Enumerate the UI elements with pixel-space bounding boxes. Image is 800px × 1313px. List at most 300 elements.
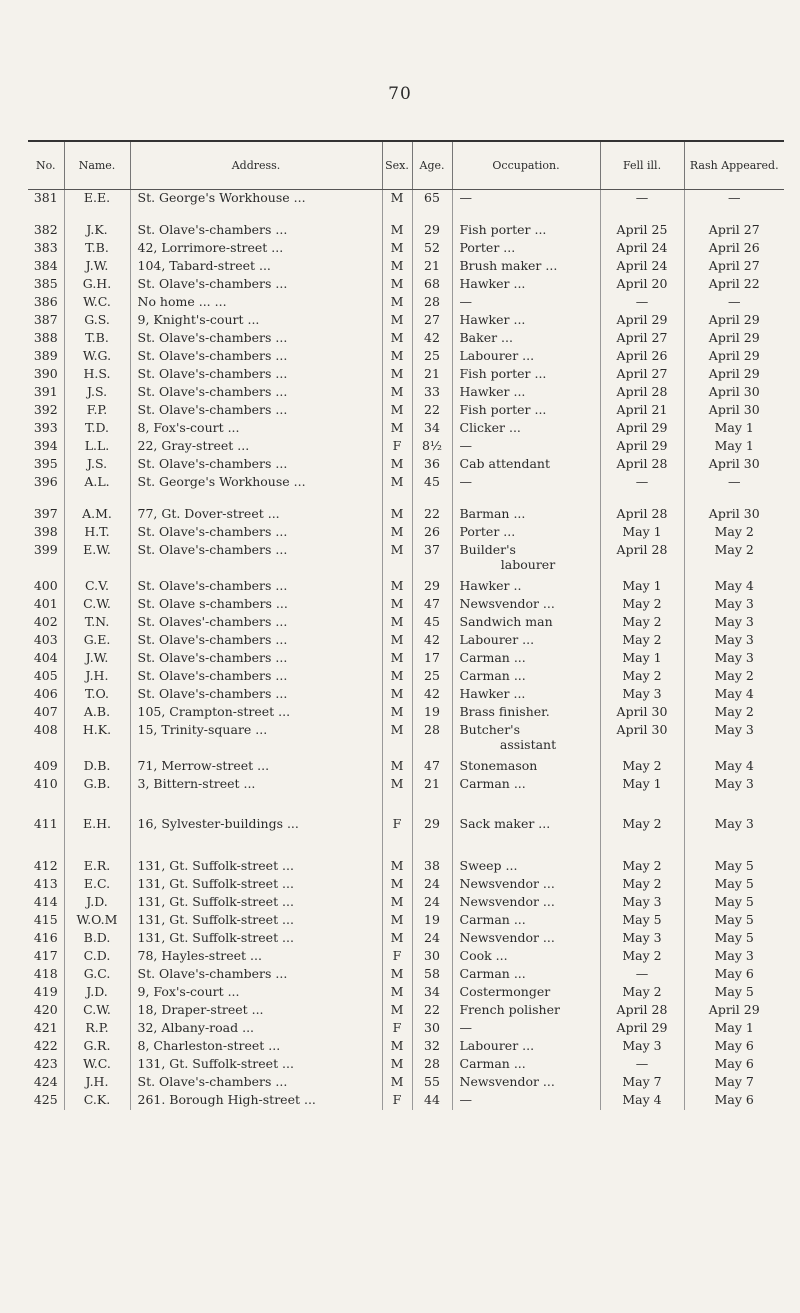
case-rash-appeared: May 3 (684, 816, 784, 858)
case-name: A.B. (64, 704, 130, 722)
case-occupation (452, 276, 600, 294)
table-row (28, 1092, 784, 1110)
case-sex: M (382, 876, 412, 894)
case-sex: M (382, 190, 412, 222)
case-address: 22, Gray-street ... (130, 438, 382, 456)
case-occupation (452, 1074, 600, 1092)
case-number: 415 (33, 912, 58, 927)
case-number: 403 (33, 632, 58, 647)
occupation-line: Stonemason (459, 758, 538, 773)
case-occupation (452, 420, 600, 438)
case-fell-ill: April 27 (600, 330, 684, 348)
case-occupation (452, 402, 600, 420)
case-number: 385 (33, 276, 58, 291)
case-sex: F (382, 438, 412, 456)
case-sex: M (382, 420, 412, 438)
case-name: J.D. (64, 984, 130, 1002)
case-rash-appeared: April 27 (684, 258, 784, 276)
case-sex: M (382, 384, 412, 402)
case-address: 8, Fox's-court ... (130, 420, 382, 438)
case-fell-ill: April 25 (600, 222, 684, 240)
case-age: 27 (412, 312, 452, 330)
table-row (28, 1020, 784, 1038)
case-rash-appeared: April 30 (684, 384, 784, 402)
case-address: St. Olave's-chambers ... (130, 524, 382, 542)
case-address: St. Olave's-chambers ... (130, 276, 382, 294)
case-address: St. Olave's-chambers ... (130, 222, 382, 240)
case-name: E.E. (64, 190, 130, 222)
table-row (28, 758, 784, 776)
case-address: St. Olave's-chambers ... (130, 330, 382, 348)
case-address: St. Olave s-chambers ... (130, 596, 382, 614)
case-age: 21 (412, 366, 452, 384)
case-address: St. Olave's-chambers ... (130, 456, 382, 474)
case-table-container (28, 140, 784, 1110)
case-sex: M (382, 966, 412, 984)
case-fell-ill: May 2 (600, 596, 684, 614)
case-number: 422 (33, 1038, 58, 1053)
case-name: T.N. (64, 614, 130, 632)
table-row (28, 420, 784, 438)
case-occupation (452, 578, 600, 596)
table-row (28, 240, 784, 258)
case-rash-appeared: May 5 (684, 912, 784, 930)
table-header-row (28, 142, 784, 189)
case-occupation (452, 722, 600, 758)
case-rash-appeared: May 2 (684, 542, 784, 578)
case-rash-appeared: May 6 (684, 1038, 784, 1056)
case-name: E.W. (64, 542, 130, 578)
case-occupation (452, 312, 600, 330)
occupation-line: Carman ... (459, 650, 526, 665)
case-age: 17 (412, 650, 452, 668)
case-number: 389 (33, 348, 58, 363)
case-fell-ill: May 2 (600, 858, 684, 876)
case-sex: M (382, 506, 412, 524)
case-sex: F (382, 816, 412, 858)
case-name: C.W. (64, 596, 130, 614)
occupation-line: Sweep ... (459, 858, 518, 873)
case-age: 45 (412, 474, 452, 506)
case-occupation (452, 966, 600, 984)
case-address: 131, Gt. Suffolk-street ... (130, 876, 382, 894)
case-sex: M (382, 1056, 412, 1074)
occupation-line: Newsvendor ... (459, 876, 555, 891)
table-row (28, 456, 784, 474)
case-address: St. Olaves'-chambers ... (130, 614, 382, 632)
case-occupation (452, 930, 600, 948)
case-fell-ill: — (600, 1056, 684, 1074)
table-row (28, 258, 784, 276)
case-age: 34 (412, 420, 452, 438)
case-address: 131, Gt. Suffolk-street ... (130, 858, 382, 876)
col-header-fell-ill: Fell ill. (600, 142, 684, 189)
table-row (28, 276, 784, 294)
case-address: St. Olave's-chambers ... (130, 578, 382, 596)
occupation-line: Labourer ... (459, 632, 535, 647)
case-name: H.S. (64, 366, 130, 384)
case-rash-appeared: May 4 (684, 578, 784, 596)
table-row (28, 524, 784, 542)
occupation-line: — (459, 1092, 472, 1107)
case-number: 384 (33, 258, 58, 273)
occupation-line: Fish porter ... (459, 402, 547, 417)
col-header-age: Age. (412, 142, 452, 189)
case-age: 25 (412, 668, 452, 686)
case-age: 24 (412, 876, 452, 894)
case-age: 24 (412, 894, 452, 912)
case-fell-ill: May 1 (600, 650, 684, 668)
case-table (28, 142, 784, 189)
case-fell-ill: May 3 (600, 894, 684, 912)
case-number: 396 (33, 474, 58, 489)
table-row (28, 402, 784, 420)
table-row (28, 384, 784, 402)
occupation-line: labourer (500, 557, 556, 572)
case-sex: M (382, 722, 412, 758)
case-rash-appeared: May 2 (684, 704, 784, 722)
table-row (28, 930, 784, 948)
case-age: 52 (412, 240, 452, 258)
case-address: 8, Charleston-street ... (130, 1038, 382, 1056)
case-age: 21 (412, 776, 452, 816)
case-rash-appeared: April 30 (684, 506, 784, 524)
case-name: J.W. (64, 258, 130, 276)
case-rash-appeared: April 29 (684, 312, 784, 330)
occupation-line: Hawker ... (459, 276, 526, 291)
case-rash-appeared: May 2 (684, 524, 784, 542)
case-sex: M (382, 258, 412, 276)
table-row (28, 894, 784, 912)
case-age: 68 (412, 276, 452, 294)
case-rash-appeared: May 1 (684, 420, 784, 438)
table-row (28, 650, 784, 668)
occupation-line: Carman ... (459, 912, 526, 927)
case-name: J.H. (64, 668, 130, 686)
case-name: J.S. (64, 384, 130, 402)
case-fell-ill: May 4 (600, 1092, 684, 1110)
case-age: 42 (412, 686, 452, 704)
case-name: W.C. (64, 294, 130, 312)
case-age: 28 (412, 294, 452, 312)
case-address: 105, Crampton-street ... (130, 704, 382, 722)
case-sex: M (382, 222, 412, 240)
case-age: 36 (412, 456, 452, 474)
case-sex: M (382, 858, 412, 876)
case-sex: M (382, 650, 412, 668)
case-age: 32 (412, 1038, 452, 1056)
table-row (28, 348, 784, 366)
occupation-line: Brass finisher. (459, 704, 550, 719)
case-occupation (452, 596, 600, 614)
case-age: 19 (412, 912, 452, 930)
case-age: 65 (412, 190, 452, 222)
occupation-line: Hawker ... (459, 384, 526, 399)
case-age: 47 (412, 758, 452, 776)
occupation-line: Baker ... (459, 330, 513, 345)
case-sex: M (382, 294, 412, 312)
occupation-line: Costermonger (459, 984, 551, 999)
case-address: 42, Lorrimore-street ... (130, 240, 382, 258)
case-rash-appeared: May 1 (684, 438, 784, 456)
case-number: 382 (33, 222, 58, 237)
occupation-line: Sack maker ... (459, 816, 551, 831)
case-rash-appeared: April 29 (684, 330, 784, 348)
case-fell-ill: May 2 (600, 668, 684, 686)
case-fell-ill: May 2 (600, 948, 684, 966)
case-sex: M (382, 348, 412, 366)
case-fell-ill: May 1 (600, 776, 684, 816)
case-fell-ill: May 2 (600, 758, 684, 776)
case-sex: M (382, 930, 412, 948)
case-occupation (452, 438, 600, 456)
case-number: 393 (33, 420, 58, 435)
case-number: 423 (33, 1056, 58, 1071)
table-row (28, 1002, 784, 1020)
case-number: 410 (33, 776, 58, 791)
occupation-line: Labourer ... (459, 348, 535, 363)
case-number: 392 (33, 402, 58, 417)
case-name: A.L. (64, 474, 130, 506)
case-number: 397 (33, 506, 58, 521)
case-age: 24 (412, 930, 452, 948)
case-number: 407 (33, 704, 58, 719)
case-rash-appeared: May 6 (684, 1092, 784, 1110)
table-row (28, 312, 784, 330)
case-occupation (452, 456, 600, 474)
case-fell-ill: May 2 (600, 984, 684, 1002)
case-sex: F (382, 1092, 412, 1110)
case-address: St. Olave's-chambers ... (130, 966, 382, 984)
case-occupation (452, 704, 600, 722)
case-name: W.G. (64, 348, 130, 366)
occupation-line: assistant (499, 737, 557, 752)
case-occupation (452, 330, 600, 348)
case-occupation (452, 1020, 600, 1038)
case-sex: M (382, 456, 412, 474)
case-sex: M (382, 542, 412, 578)
case-number: 417 (33, 948, 58, 963)
col-header-occupation: Occupation. (452, 142, 600, 189)
case-address: 261. Borough High-street ... (130, 1092, 382, 1110)
case-age: 28 (412, 1056, 452, 1074)
occupation-line: Carman ... (459, 1056, 526, 1071)
occupation-line: Cook ... (459, 948, 508, 963)
case-occupation (452, 668, 600, 686)
case-occupation (452, 984, 600, 1002)
case-number: 401 (33, 596, 58, 611)
case-number: 383 (33, 240, 58, 255)
case-name: C.D. (64, 948, 130, 966)
case-name: A.M. (64, 506, 130, 524)
case-occupation (452, 858, 600, 876)
case-sex: M (382, 240, 412, 258)
case-occupation (452, 1092, 600, 1110)
case-name: F.P. (64, 402, 130, 420)
case-age: 22 (412, 402, 452, 420)
table-row (28, 816, 784, 858)
case-name: G.E. (64, 632, 130, 650)
case-occupation (452, 542, 600, 578)
case-fell-ill: April 26 (600, 348, 684, 366)
occupation-line: Porter ... (459, 524, 516, 539)
case-number: 391 (33, 384, 58, 399)
case-fell-ill: May 2 (600, 632, 684, 650)
case-rash-appeared: May 5 (684, 858, 784, 876)
col-header-address: Address. (130, 142, 382, 189)
case-occupation (452, 506, 600, 524)
occupation-line: French polisher (459, 1002, 560, 1017)
case-occupation (452, 776, 600, 816)
occupation-line: Porter ... (459, 240, 516, 255)
occupation-line: Carman ... (459, 668, 526, 683)
case-fell-ill: April 21 (600, 402, 684, 420)
case-number: 399 (33, 542, 58, 557)
case-occupation (452, 876, 600, 894)
case-rash-appeared: May 5 (684, 876, 784, 894)
table-row (28, 984, 784, 1002)
case-name: G.S. (64, 312, 130, 330)
case-fell-ill: April 29 (600, 312, 684, 330)
case-sex: M (382, 596, 412, 614)
case-fell-ill: May 3 (600, 930, 684, 948)
table-row (28, 190, 784, 222)
case-number: 402 (33, 614, 58, 629)
case-fell-ill: April 29 (600, 438, 684, 456)
case-address: St. Olave's-chambers ... (130, 402, 382, 420)
table-row (28, 876, 784, 894)
case-rash-appeared: April 30 (684, 402, 784, 420)
case-number: 398 (33, 524, 58, 539)
case-occupation (452, 258, 600, 276)
case-sex: M (382, 1038, 412, 1056)
occupation-line: Carman ... (459, 776, 526, 791)
table-row (28, 948, 784, 966)
case-number: 420 (33, 1002, 58, 1017)
case-age: 29 (412, 222, 452, 240)
case-rash-appeared: April 29 (684, 348, 784, 366)
occupation-line: Builder's (459, 542, 516, 557)
case-age: 38 (412, 858, 452, 876)
case-occupation (452, 474, 600, 506)
case-number: 418 (33, 966, 58, 981)
case-age: 22 (412, 506, 452, 524)
case-sex: M (382, 668, 412, 686)
case-age: 29 (412, 816, 452, 858)
case-address: 9, Knight's-court ... (130, 312, 382, 330)
case-rash-appeared: May 3 (684, 722, 784, 758)
case-name: C.K. (64, 1092, 130, 1110)
case-address: 16, Sylvester-buildings ... (130, 816, 382, 858)
case-occupation (452, 650, 600, 668)
case-rash-appeared: May 6 (684, 1056, 784, 1074)
table-row (28, 578, 784, 596)
table-row (28, 366, 784, 384)
case-rash-appeared: May 5 (684, 930, 784, 948)
case-age: 25 (412, 348, 452, 366)
case-rash-appeared: May 3 (684, 776, 784, 816)
case-rash-appeared: May 3 (684, 948, 784, 966)
case-age: 28 (412, 722, 452, 758)
case-sex: F (382, 1020, 412, 1038)
case-rash-appeared: April 26 (684, 240, 784, 258)
case-occupation (452, 240, 600, 258)
case-name: T.B. (64, 240, 130, 258)
case-rash-appeared: April 22 (684, 276, 784, 294)
case-occupation (452, 1038, 600, 1056)
case-name: G.C. (64, 966, 130, 984)
case-sex: M (382, 912, 412, 930)
case-occupation (452, 816, 600, 858)
table-row (28, 614, 784, 632)
occupation-line: Labourer ... (459, 1038, 535, 1053)
table-row (28, 596, 784, 614)
case-number: 388 (33, 330, 58, 345)
case-name: J.S. (64, 456, 130, 474)
case-address: 78, Hayles-street ... (130, 948, 382, 966)
case-fell-ill: April 24 (600, 258, 684, 276)
case-rash-appeared: May 5 (684, 894, 784, 912)
occupation-line: Fish porter ... (459, 366, 547, 381)
case-rash-appeared: May 7 (684, 1074, 784, 1092)
table-row (28, 966, 784, 984)
case-sex: M (382, 984, 412, 1002)
case-rash-appeared: — (684, 294, 784, 312)
case-name: J.D. (64, 894, 130, 912)
case-rash-appeared: April 29 (684, 1002, 784, 1020)
col-header-no: No. (35, 159, 56, 172)
case-address: St. Olave's-chambers ... (130, 686, 382, 704)
table-row (28, 858, 784, 876)
case-address: St. Olave's-chambers ... (130, 348, 382, 366)
case-rash-appeared: May 3 (684, 614, 784, 632)
case-address: 131, Gt. Suffolk-street ... (130, 1056, 382, 1074)
case-age: 30 (412, 1020, 452, 1038)
case-age: 55 (412, 1074, 452, 1092)
case-occupation (452, 222, 600, 240)
case-sex: M (382, 686, 412, 704)
case-sex: M (382, 1002, 412, 1020)
case-name: J.H. (64, 1074, 130, 1092)
occupation-line: — (459, 474, 472, 489)
case-number: 416 (33, 930, 58, 945)
table-row (28, 294, 784, 312)
case-number: 390 (33, 366, 58, 381)
case-fell-ill: May 7 (600, 1074, 684, 1092)
table-row (28, 912, 784, 930)
case-occupation (452, 632, 600, 650)
case-age: 30 (412, 948, 452, 966)
case-occupation (452, 614, 600, 632)
case-occupation (452, 384, 600, 402)
table-row (28, 704, 784, 722)
case-name: T.O. (64, 686, 130, 704)
case-fell-ill: April 29 (600, 1020, 684, 1038)
case-fell-ill: April 28 (600, 456, 684, 474)
case-sex: M (382, 614, 412, 632)
case-address: 9, Fox's-court ... (130, 984, 382, 1002)
case-address: No home ... ... (130, 294, 382, 312)
case-sex: M (382, 402, 412, 420)
case-sex: M (382, 704, 412, 722)
case-name: E.R. (64, 858, 130, 876)
case-table-body (28, 190, 784, 1110)
table-row (28, 506, 784, 524)
case-rash-appeared: April 27 (684, 222, 784, 240)
case-fell-ill: May 2 (600, 876, 684, 894)
case-name: E.H. (64, 816, 130, 858)
case-address: St. Olave's-chambers ... (130, 632, 382, 650)
